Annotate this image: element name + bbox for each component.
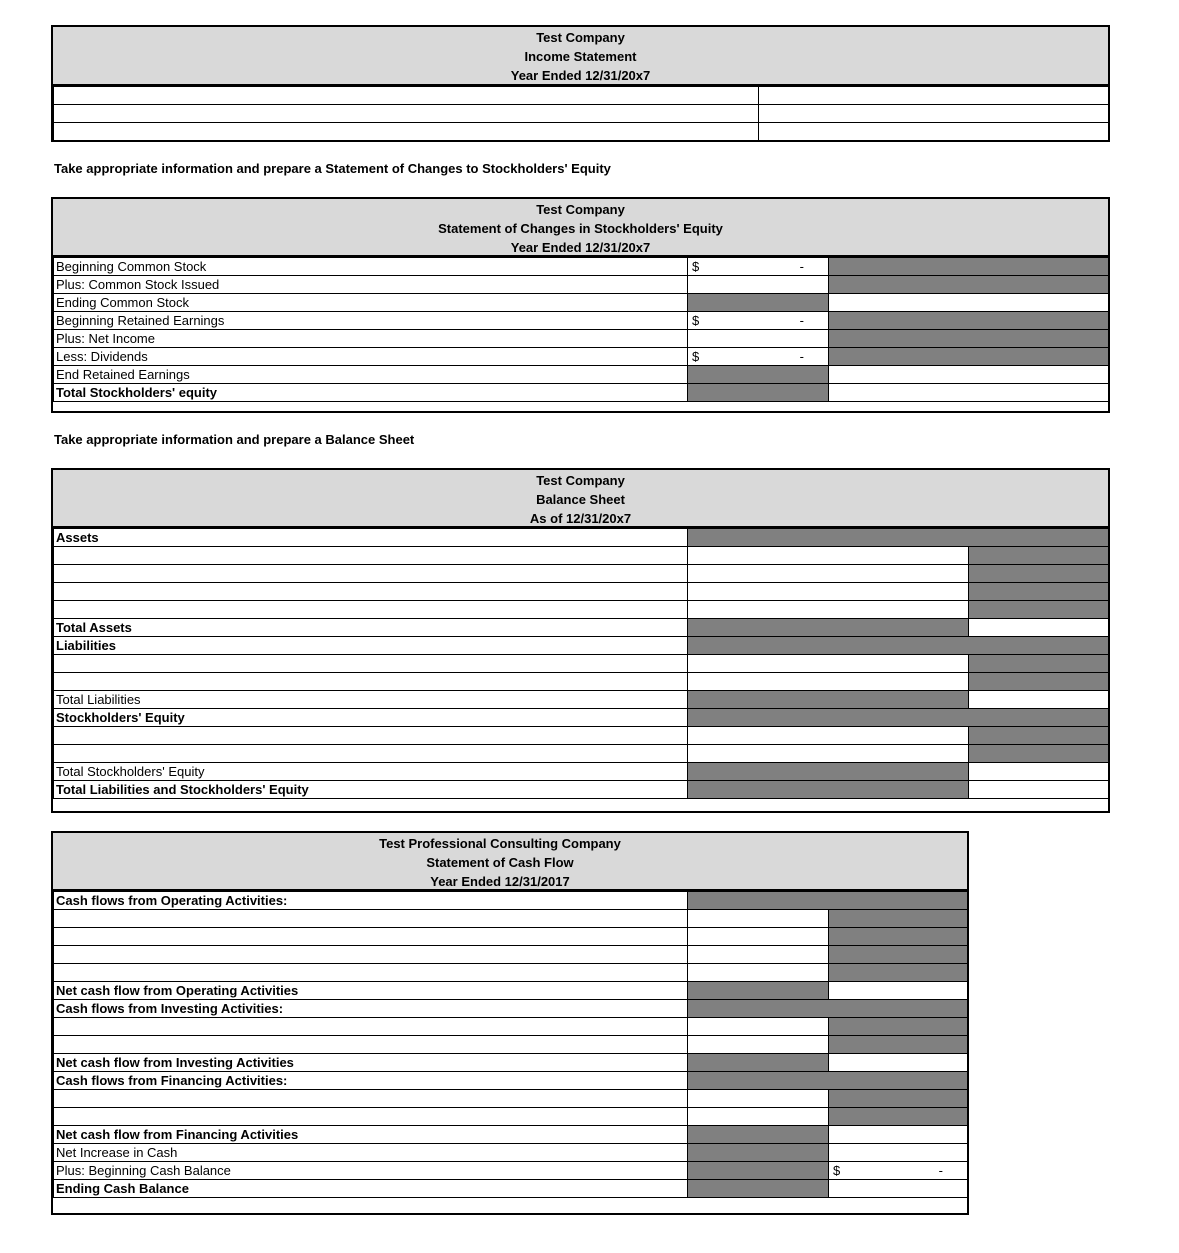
- ending-cash-label: Ending Cash Balance: [54, 1180, 688, 1198]
- balance-company: Test Company: [536, 473, 625, 488]
- operating-line[interactable]: [54, 928, 688, 946]
- table-row: [54, 87, 1109, 105]
- shaded-cell: [829, 312, 1109, 330]
- shaded-cell: [829, 928, 968, 946]
- table-row: [54, 276, 1109, 294]
- table-row: [54, 1072, 968, 1090]
- shaded-cell: [688, 982, 829, 1000]
- income-line-value[interactable]: [759, 123, 1109, 141]
- amount-cell[interactable]: [688, 964, 829, 982]
- net-operating-label: Net cash flow from Operating Activities: [54, 982, 688, 1000]
- amount-cell[interactable]: [688, 583, 969, 601]
- table-row: [54, 982, 968, 1000]
- total-cell[interactable]: [829, 982, 968, 1000]
- table-row: [54, 1090, 968, 1108]
- shaded-cell: [969, 727, 1109, 745]
- shaded-cell: [688, 384, 829, 402]
- income-line-value[interactable]: [759, 105, 1109, 123]
- shaded-cell: [688, 529, 1109, 547]
- amount-cell[interactable]: [688, 601, 969, 619]
- table-row: [54, 1000, 968, 1018]
- shaded-cell: [829, 348, 1109, 366]
- investing-line[interactable]: [54, 1018, 688, 1036]
- table-row: [54, 294, 1109, 312]
- shaded-cell: [969, 583, 1109, 601]
- shaded-cell: [829, 964, 968, 982]
- shaded-cell: [969, 673, 1109, 691]
- total-liabilities-label: Total Liabilities: [54, 691, 688, 709]
- row-label: Plus: Common Stock Issued: [54, 276, 688, 294]
- income-title: Income Statement: [524, 49, 637, 64]
- total-cell[interactable]: [969, 691, 1109, 709]
- income-line-label[interactable]: [54, 105, 759, 123]
- currency-symbol: $: [692, 313, 700, 328]
- row-label: End Retained Earnings: [54, 366, 688, 384]
- table-row: [54, 601, 1109, 619]
- beginning-cash-label: Plus: Beginning Cash Balance: [54, 1162, 688, 1180]
- equity-heading: Stockholders' Equity: [54, 709, 688, 727]
- total-cell[interactable]: [829, 1162, 968, 1180]
- shaded-cell: [688, 691, 969, 709]
- table-row: [54, 330, 1109, 348]
- table-row: [54, 655, 1109, 673]
- equity-line[interactable]: [54, 727, 688, 745]
- table-row: [54, 673, 1109, 691]
- row-label: Plus: Net Income: [54, 330, 688, 348]
- shaded-cell: [969, 601, 1109, 619]
- total-cell[interactable]: [829, 294, 1109, 312]
- operating-heading: Cash flows from Operating Activities:: [54, 892, 688, 910]
- currency-symbol: $: [692, 259, 700, 274]
- equity-statement-header: [53, 199, 1108, 257]
- total-cell[interactable]: [829, 1180, 968, 1198]
- table-row: [54, 1180, 968, 1198]
- shaded-cell: [688, 294, 829, 312]
- amount-cell[interactable]: [688, 928, 829, 946]
- table-row: [54, 745, 1109, 763]
- total-cell[interactable]: [829, 384, 1109, 402]
- shaded-cell: [969, 655, 1109, 673]
- total-equity-label: Total Stockholders' Equity: [54, 763, 688, 781]
- shaded-cell: [969, 565, 1109, 583]
- amount-cell[interactable]: [688, 727, 969, 745]
- row-label: Beginning Common Stock: [54, 258, 688, 276]
- shaded-cell: [688, 1144, 829, 1162]
- shaded-cell: [969, 547, 1109, 565]
- equity-instruction: Take appropriate information and prepare a Statement of Changes to Stockholders' Equity: [54, 161, 611, 176]
- shaded-cell: [829, 276, 1109, 294]
- operating-line[interactable]: [54, 910, 688, 928]
- table-row: [54, 946, 968, 964]
- total-cell[interactable]: [829, 1054, 968, 1072]
- amount-value: -: [799, 313, 804, 328]
- income-period: Year Ended 12/31/20x7: [510, 68, 651, 83]
- shaded-cell: [829, 1108, 968, 1126]
- cash-company: Test Professional Consulting Company: [379, 836, 621, 851]
- net-increase-label: Net Increase in Cash: [54, 1144, 688, 1162]
- operating-line[interactable]: [54, 946, 688, 964]
- total-cell[interactable]: [829, 1144, 968, 1162]
- table-row: [54, 1108, 968, 1126]
- shaded-cell: [829, 1036, 968, 1054]
- total-cell[interactable]: [829, 1126, 968, 1144]
- balance-sheet: [51, 468, 1110, 813]
- income-company: Test Company: [536, 30, 625, 45]
- amount-value: -: [799, 259, 804, 274]
- income-line-label[interactable]: [54, 87, 759, 105]
- assets-heading: Assets: [54, 529, 688, 547]
- table-row: [54, 123, 1109, 141]
- amount-cell[interactable]: [688, 258, 829, 276]
- amount-cell[interactable]: [688, 745, 969, 763]
- table-row: [54, 258, 1109, 276]
- cash-period: Year Ended 12/31/2017: [430, 874, 570, 889]
- amount-cell[interactable]: [688, 348, 829, 366]
- total-liab-equity-label: Total Liabilities and Stockholders' Equity: [54, 781, 688, 799]
- shaded-cell: [688, 1180, 829, 1198]
- table-row: [54, 1162, 968, 1180]
- amount-cell[interactable]: [688, 312, 829, 330]
- shaded-cell: [688, 1162, 829, 1180]
- amount-cell[interactable]: [688, 910, 829, 928]
- amount-cell[interactable]: [688, 655, 969, 673]
- amount-cell[interactable]: [688, 673, 969, 691]
- income-line-label[interactable]: [54, 123, 759, 141]
- shaded-cell: [688, 1126, 829, 1144]
- asset-line[interactable]: [54, 601, 688, 619]
- currency-symbol: $: [692, 349, 700, 364]
- table-row: [54, 366, 1109, 384]
- amount-cell[interactable]: [688, 565, 969, 583]
- financing-heading: Cash flows from Financing Activities:: [54, 1072, 688, 1090]
- table-row: [54, 964, 968, 982]
- net-investing-label: Net cash flow from Investing Activities: [54, 1054, 688, 1072]
- shaded-cell: [688, 637, 1109, 655]
- table-row: [54, 547, 1109, 565]
- amount-cell[interactable]: [688, 330, 829, 348]
- total-cell[interactable]: [969, 619, 1109, 637]
- row-label: Beginning Retained Earnings: [54, 312, 688, 330]
- row-label: Ending Common Stock: [54, 294, 688, 312]
- table-row: [54, 105, 1109, 123]
- table-row: [54, 763, 1109, 781]
- amount-cell[interactable]: [688, 1090, 829, 1108]
- amount-value: -: [938, 1163, 943, 1178]
- table-row: [54, 910, 968, 928]
- table-row: [54, 384, 1109, 402]
- cash-title: Statement of Cash Flow: [426, 855, 574, 870]
- total-cell[interactable]: [969, 763, 1109, 781]
- table-row: [54, 892, 968, 910]
- balance-period: As of 12/31/20x7: [529, 511, 632, 526]
- asset-line[interactable]: [54, 565, 688, 583]
- amount-cell[interactable]: [688, 276, 829, 294]
- table-row: [54, 1036, 968, 1054]
- shaded-cell: [688, 366, 829, 384]
- table-row: [54, 565, 1109, 583]
- shaded-cell: [829, 946, 968, 964]
- cash-flow-statement: [51, 831, 969, 1215]
- cash-flow-header: [53, 833, 967, 891]
- amount-cell[interactable]: [688, 1036, 829, 1054]
- balance-instruction: Take appropriate information and prepare a Balance Sheet: [54, 432, 415, 447]
- table-row: [54, 709, 1109, 727]
- asset-line[interactable]: [54, 547, 688, 565]
- total-cell[interactable]: [829, 366, 1109, 384]
- table-row: [54, 1018, 968, 1036]
- equity-statement: [51, 197, 1110, 413]
- currency-symbol: $: [833, 1163, 841, 1178]
- financing-line[interactable]: [54, 1108, 688, 1126]
- total-assets-label: Total Assets: [54, 619, 688, 637]
- equity-period: Year Ended 12/31/20x7: [510, 240, 651, 255]
- shaded-cell: [688, 781, 969, 799]
- amount-value: -: [799, 349, 804, 364]
- row-label: Total Stockholders' equity: [54, 384, 688, 402]
- shaded-cell: [688, 892, 968, 910]
- shaded-cell: [829, 258, 1109, 276]
- table-row: [54, 348, 1109, 366]
- shaded-cell: [829, 1090, 968, 1108]
- equity-title: Statement of Changes in Stockholders' Equity: [438, 221, 723, 236]
- equity-company: Test Company: [536, 202, 625, 217]
- asset-line[interactable]: [54, 583, 688, 601]
- income-line-value[interactable]: [759, 87, 1109, 105]
- liabilities-heading: Liabilities: [54, 637, 688, 655]
- liability-line[interactable]: [54, 673, 688, 691]
- financing-line[interactable]: [54, 1090, 688, 1108]
- investing-heading: Cash flows from Investing Activities:: [54, 1000, 688, 1018]
- amount-cell[interactable]: [688, 1108, 829, 1126]
- table-row: [54, 637, 1109, 655]
- shaded-cell: [688, 709, 1109, 727]
- shaded-cell: [688, 619, 969, 637]
- table-row: [54, 583, 1109, 601]
- table-row: [54, 727, 1109, 745]
- shaded-cell: [688, 1054, 829, 1072]
- shaded-cell: [829, 330, 1109, 348]
- amount-cell[interactable]: [688, 1018, 829, 1036]
- shaded-cell: [829, 910, 968, 928]
- amount-cell[interactable]: [688, 946, 829, 964]
- income-statement-header: [53, 27, 1108, 86]
- balance-sheet-header: [53, 470, 1108, 528]
- table-row: [54, 928, 968, 946]
- operating-line[interactable]: [54, 964, 688, 982]
- table-row: [54, 312, 1109, 330]
- shaded-cell: [688, 763, 969, 781]
- table-row: [54, 691, 1109, 709]
- equity-line[interactable]: [54, 745, 688, 763]
- balance-title: Balance Sheet: [536, 492, 625, 507]
- table-row: [54, 1144, 968, 1162]
- table-row: [54, 1054, 968, 1072]
- row-label: Less: Dividends: [54, 348, 688, 366]
- liability-line[interactable]: [54, 655, 688, 673]
- table-row: [54, 619, 1109, 637]
- shaded-cell: [969, 745, 1109, 763]
- total-cell[interactable]: [969, 781, 1109, 799]
- income-statement: [51, 25, 1110, 142]
- table-row: [54, 781, 1109, 799]
- investing-line[interactable]: [54, 1036, 688, 1054]
- shaded-cell: [688, 1000, 968, 1018]
- table-row: [54, 529, 1109, 547]
- shaded-cell: [688, 1072, 968, 1090]
- net-financing-label: Net cash flow from Financing Activities: [54, 1126, 688, 1144]
- shaded-cell: [829, 1018, 968, 1036]
- table-row: [54, 1126, 968, 1144]
- amount-cell[interactable]: [688, 547, 969, 565]
